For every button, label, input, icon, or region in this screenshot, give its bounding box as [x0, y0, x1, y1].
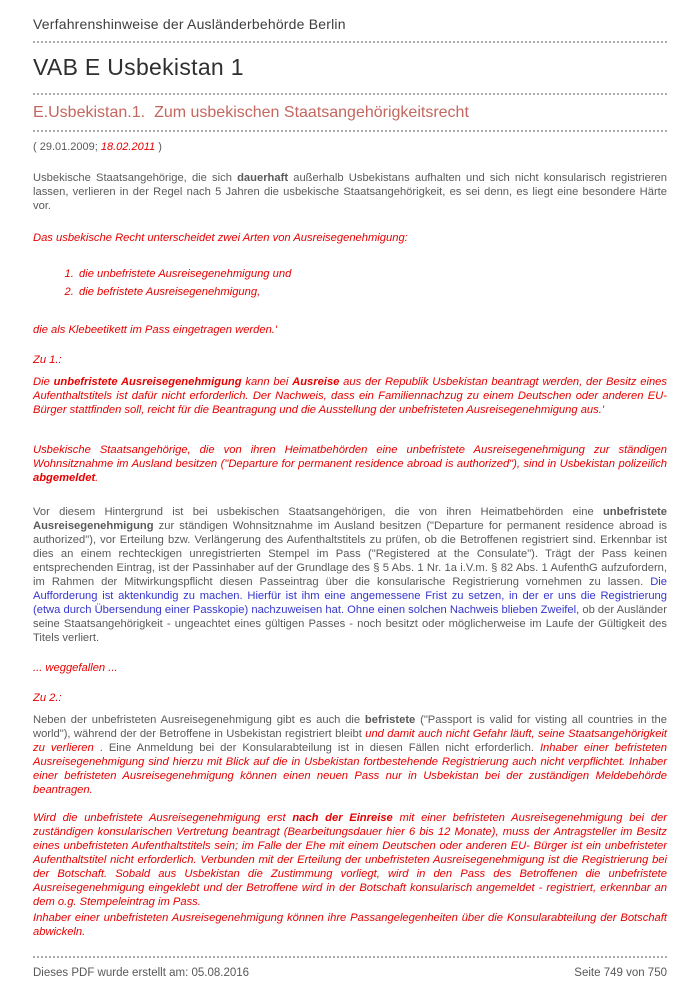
page-title: VAB E Usbekistan 1 — [33, 54, 244, 80]
dotted-divider — [33, 93, 667, 95]
list-item — [77, 285, 667, 299]
text-run: Die Aufforderung ist aktenkundig zu machen. Hierfür ist ihm eine angemessene Frist zu setzen, in der er uns die Registrierung (etwa durch Übersendung einer Passkopie) nachzuweisen hat. Ohne einen solchen Nachweis blieben Zweifel, — [33, 576, 667, 616]
text-run: Neben der unbefristeten Ausreisegenehmigung gibt es auch die — [33, 714, 365, 726]
dates-prefix: ( 29.01.2009; — [33, 141, 101, 153]
text-run: Inhaber einer unbefristeten Ausreisegenehmigung können ihre Passangelegenheiten über die Konsularabteilung der Botschaft abwickeln. — [33, 912, 667, 938]
text-run: unbefristete Ausreisegenehmigung — [53, 376, 242, 388]
paragraph — [33, 661, 667, 675]
text-run: die als Klebeetikett im Pass eingetragen werden.' — [33, 324, 278, 336]
text-run: Zu 1.: — [33, 354, 62, 366]
text-run: ("Passport is valid for visting all countries in the world"), während der der Betroffene in Usbekistan registriert bleibt — [33, 714, 667, 740]
footer-created-date: Dieses PDF wurde erstellt am: 05.08.2016 — [33, 967, 250, 979]
dates-revised: 18.02.2011 — [100, 141, 156, 153]
text-run: und damit auch nicht Gefahr läuft, seine Staatsangehörigkeit zu verlieren — [33, 728, 668, 754]
paragraph — [33, 713, 667, 797]
text-run: unbefristete Ausreisegenehmigung — [33, 506, 667, 532]
text-run: Das usbekische Recht unterscheidet zwei Arten von Ausreisegenehmigung: — [33, 232, 408, 244]
text-run: befristete — [364, 714, 416, 726]
text-run: Die — [33, 376, 54, 388]
dates-suffix: ) — [155, 141, 162, 153]
paragraph — [33, 911, 667, 939]
text-run: . Eine Anmeldung bei der Konsularabteilung ist in diesen Fällen nicht erforderlich. — [93, 742, 540, 754]
document-footer — [0, 956, 700, 990]
header-title: Verfahrenshinweise der Ausländerbehörde Berlin — [33, 16, 346, 32]
text-run: aus der Republik Usbekistan beantragt werden, der Besitz eines Aufenthaltstitels ist dafür nicht erforderlich. Der Nachweis, dass ein Familiennachzug zu einem Deutschen oder anderen EU-Bürger stattfinden soll, reicht für die Beantragung und die Ausstellung der unbefristeten Ausreisegenehmigung aus.' — [33, 376, 667, 416]
dotted-divider — [33, 41, 667, 43]
text-run: zur ständigen Wohnsitznahme im Ausland besitzen ("Departure for permanent residence abroad is authorized"), vor Erteilung bzw. Verlängerung des Aufenthaltstitels zu prüfen, ob die Betroffenen registriert sind. Erkennbar ist dies an einem rechteckigen unregistrierten Stempel im Pass ("Registered at the Consulate"). Trägt der Pass keinen entsprechenden Eintrag, ist der Passinhaber auf der Grundlage des § 5 Abs. 1 Nr. 1a i.V.m. § 82 Abs. 1 AufenthG aufzufordern, im Rahmen der Mitwirkungspflicht diesen Passeintrag über die konsularische Registrierung vornehmen zu lassen. — [33, 520, 667, 588]
section-dates — [33, 141, 667, 153]
text-run: Wird die unbefristete Ausreisegenehmigung erst — [33, 812, 293, 824]
text-run: mit einer befristeten Ausreisegenehmigung bei der zuständigen konsularischen Vertretung beantragt (Bearbeitungsdauer hier 6 bis 12 Monate), muss der Antragsteller im Besitz eines unbefristeten Aufenthaltstitels sein; im Falle der Ehe mit einem Deutschen oder anderen EU- Bürger ist ein unbefristeter Aufenthaltstitel nicht erforderlich. Verbunden mit der Erteilung der unbefristeten Ausreisegenehmigung ist die Registrierung bei der Botschaft. Sobald aus Usbekistan die Zustimmung vorliegt, wird in den Pass des Betroffenen die unbefristete Ausreisegenehmigung eingeklebt und der Betroffene wird in der Botschaft konsularisch angemeldet - registriert, erkennbar an dem o.g. Stempeleintrag im Pass. — [33, 812, 667, 908]
text-run: ... weggefallen ... — [33, 662, 118, 674]
text-run: Vor diesem Hintergrund ist bei usbekischen Staatsangehörigen, die von ihren Heimatbehörden eine — [33, 506, 603, 518]
document-header — [33, 6, 667, 41]
list-item — [77, 267, 667, 281]
text-run: Usbekische Staatsangehörige, die von ihren Heimatbehörden eine unbefristete Ausreisegenehmigung zur ständigen Wohnsitznahme im Ausland besitzen ("Departure for permanent residence abroad is authorized"), sind in Usbekistan polizeilich — [33, 444, 667, 470]
document-content — [33, 171, 667, 979]
footer-row — [33, 958, 667, 979]
text-run: dauerhaft — [237, 172, 289, 184]
section-number: E.Usbekistan.1. — [33, 104, 146, 121]
text-run: ob der Ausländer seine Staatsangehörigkeit - ungeachtet eines gültigen Passes - noch besitzt oder möglicherweise im Laufe der Gültigkeit des Titels verliert. — [33, 604, 667, 644]
text-run: Inhaber einer befristeten Ausreisegenehmigung sind hierzu mit Blick auf die in Usbekistan fortbestehende Registrierung auch nicht verpflichtet. Inhaber einer befristeten Ausreisegenehmigung können einen neuen Pass nur in Usbekistan bei der zuständigen Meldebehörde beantragen. — [33, 742, 668, 796]
paragraph — [33, 691, 667, 705]
text-run: . — [95, 472, 99, 484]
dotted-divider — [33, 130, 667, 132]
paragraph — [33, 375, 667, 417]
text-run: Usbekische Staatsangehörige, die sich — [33, 172, 238, 184]
text-run: abgemeldet — [33, 472, 96, 484]
text-run: die befristete Ausreisegenehmigung, — [79, 286, 261, 298]
paragraph — [33, 323, 667, 337]
paragraph — [33, 171, 667, 213]
section-title: Zum usbekischen Staatsangehörigkeitsrecht — [154, 104, 469, 121]
paragraph — [33, 505, 667, 645]
ordered-list — [33, 267, 667, 299]
section-heading — [33, 104, 667, 122]
text-run: Zu 2.: — [33, 692, 62, 704]
footer-page-number: Seite 749 von 750 — [574, 967, 667, 979]
text-run: nach der Einreise — [292, 812, 393, 824]
text-run: kann bei — [241, 376, 293, 388]
paragraph — [33, 811, 667, 909]
text-run: außerhalb Usbekistans aufhalten und sich nicht konsularisch registrieren lassen, verlieren in der Regel nach 5 Jahren die usbekische Staatsangehörigkeit, es sei denn, es liegt eine besondere Härte vor. — [33, 172, 667, 212]
text-run: die unbefristete Ausreisegenehmigung und — [79, 268, 292, 280]
paragraph — [33, 443, 667, 485]
paragraph — [33, 231, 667, 245]
paragraph — [33, 353, 667, 367]
text-run: Ausreise — [292, 376, 340, 388]
